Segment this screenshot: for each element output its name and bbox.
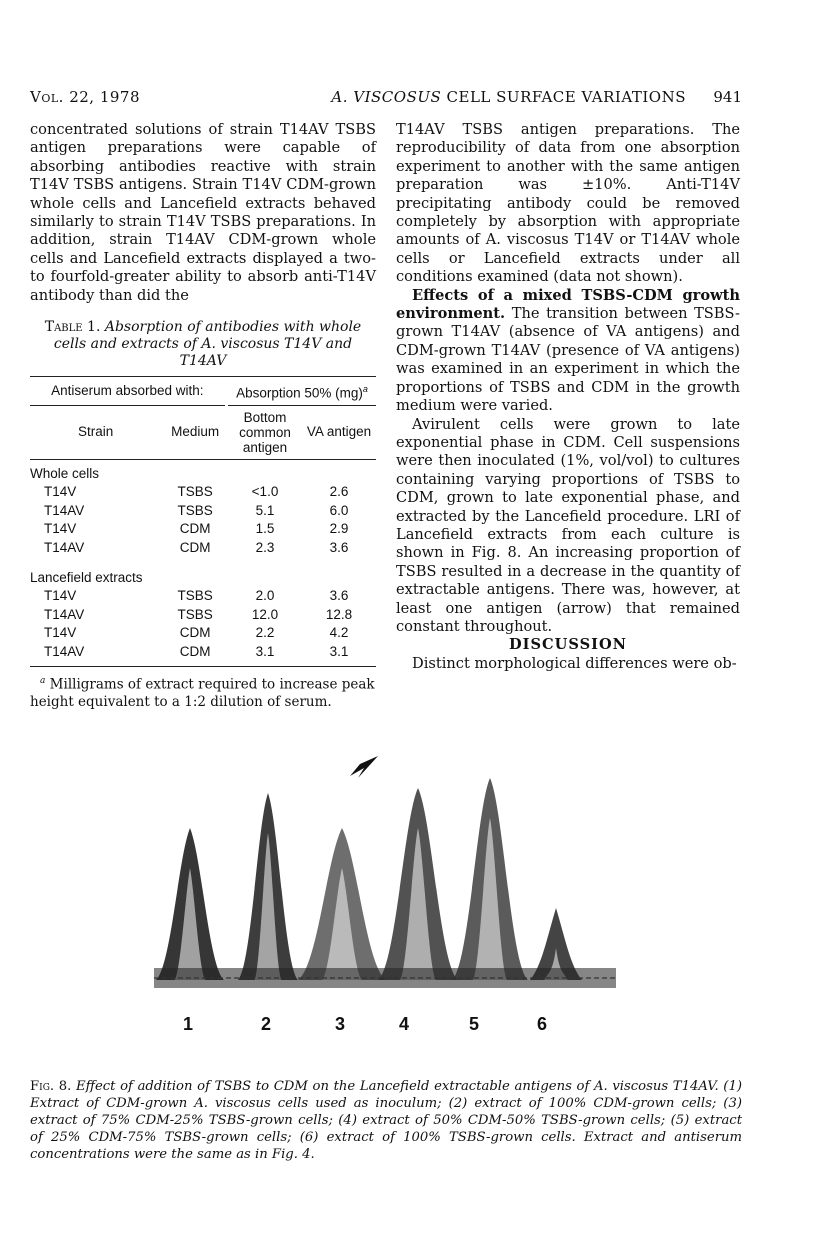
- arrow-marker: [350, 756, 378, 778]
- cell-bottom-antigen: 2.3: [255, 539, 275, 555]
- table-row: [30, 606, 376, 624]
- lane-label: 6: [536, 1014, 548, 1034]
- col-bottom-common: Bottom common antigen: [239, 409, 291, 455]
- table-label: Table 1.: [44, 319, 101, 336]
- right-column: [396, 121, 740, 673]
- figure-caption-text: Effect of addition of TSBS to CDM on the Lancefield extractable antigens of A. viscosus T14AV. (1) Extract of CDM-grown A. viscosus cells used as inoculum; (2) extract of 100% CDM-grown cells; (3) extract of 75% CDM-25% TSBS-grown cells; (4) extract of 50% CDM-50% TSBS-grown cells; (5) extract of 25% CDM-75% TSBS-grown cells; (6) extract of 100% TSBS-grown cells. Extract and antiserum concentrations were the same as in Fig. 4.: [30, 1079, 742, 1162]
- right-paragraph-2: [396, 287, 740, 416]
- cell-medium: TSBS: [177, 588, 213, 604]
- cell-va-antigen: 3.6: [329, 539, 349, 555]
- cell-strain: T14AV: [44, 643, 85, 659]
- cell-va-antigen: 2.9: [329, 521, 349, 537]
- cell-bottom-antigen: 12.0: [251, 606, 279, 622]
- running-header: [30, 88, 742, 110]
- footnote-text: Milligrams of extract required to increase peak height equivalent to a 1:2 dilution of serum.: [30, 676, 375, 710]
- absorption-table: [30, 376, 376, 667]
- cell-strain: T14V: [44, 588, 77, 604]
- cell-bottom-antigen: 1.5: [255, 521, 275, 537]
- cell-va-antigen: 2.6: [329, 484, 349, 500]
- lane-label: 1: [182, 1014, 194, 1034]
- running-title-organism: A. VISCOSUS: [331, 88, 442, 106]
- header-absorbed-with: Antiserum absorbed with:: [30, 377, 225, 406]
- table-row: [30, 520, 376, 538]
- right-paragraph-1: T14AV TSBS antigen preparations. The reproducibility of data from one absorption experiment to another with the same antigen preparation was ±10%. Anti-T14V precipitating antibody could be removed completely by absorption with appropriate amounts of A. viscosus T14V or T14AV whole cells or Lancefield extracts under all conditions examined (data not shown).: [396, 121, 740, 286]
- right-paragraph-4: Distinct morphological differences were ob-: [412, 654, 737, 672]
- figure-label: Fig. 8.: [30, 1079, 72, 1094]
- table-footnote: [30, 673, 376, 711]
- cell-values: [228, 483, 376, 501]
- left-paragraph-1: concentrated solutions of strain T14AV TSBS antigen preparations were capable of absorbing antibodies reactive with strain T14V TSBS antigens. Strain T14V CDM-grown whole cells and Lancefield extracts behaved similarly to strain T14V TSBS preparations. In addition, strain T14AV CDM-grown whole cells and Lancefield extracts displayed a two- to fourfold-greater ability to absorb anti-T14V antibody than did the: [30, 121, 376, 304]
- table-row: [30, 502, 376, 520]
- cell-values: [228, 587, 376, 605]
- running-title: [331, 88, 686, 106]
- table-group-row: [30, 557, 376, 587]
- lane-label: 5: [468, 1014, 480, 1034]
- precipitin-peaks: [154, 778, 616, 988]
- cell-values: [228, 624, 376, 642]
- cell-strain: T14AV: [44, 502, 85, 518]
- col-va-antigen: VA antigen: [306, 424, 372, 440]
- figure-caption: [30, 1078, 742, 1163]
- cell-strain: T14V: [44, 521, 77, 537]
- cell-medium: TSBS: [177, 606, 213, 622]
- footnote-marker-2: a: [40, 676, 46, 687]
- cell-values: [228, 539, 376, 557]
- cell-medium: TSBS: [177, 502, 213, 518]
- cell-va-antigen: 6.0: [329, 502, 349, 518]
- cell-medium: CDM: [179, 643, 211, 659]
- subsection-text: The transition between TSBS-grown T14AV (absence of VA antigens) and CDM-grown T14AV (presence of VA antigens) was examined in an experiment in which the proportions of TSBS and CDM in the growth medium were varied.: [396, 305, 740, 415]
- left-column: [30, 121, 376, 711]
- cell-values: [228, 606, 376, 624]
- cell-strain: T14V: [44, 625, 77, 641]
- lane-labels: [183, 1014, 547, 1034]
- cell-bottom-antigen: 2.2: [255, 625, 275, 641]
- cell-strain: T14AV: [44, 606, 85, 622]
- cell-medium: CDM: [179, 625, 211, 641]
- lane-label: 4: [398, 1014, 410, 1034]
- header-absorption: [228, 377, 376, 406]
- cell-va-antigen: 4.2: [329, 625, 349, 641]
- header-absorption-text: Absorption 50% (mg): [236, 385, 363, 401]
- cell-medium: CDM: [179, 521, 211, 537]
- table-body: [30, 459, 376, 661]
- table-group-label: Lancefield extracts: [30, 570, 143, 585]
- table-group-row: [30, 459, 376, 483]
- cell-va-antigen: 3.1: [329, 643, 349, 659]
- cell-bottom-antigen: 3.1: [255, 643, 275, 659]
- cell-values: [228, 520, 376, 538]
- table-row: [30, 643, 376, 661]
- col-bottom-va: [228, 405, 376, 459]
- cell-medium: CDM: [179, 539, 211, 555]
- col-medium: Medium: [171, 424, 220, 440]
- cell-values: [228, 502, 376, 520]
- table-row: [30, 483, 376, 501]
- col-strain: Strain: [78, 424, 114, 440]
- right-paragraph-3: Avirulent cells were grown to late exponential phase in CDM. Cell suspensions were then inoculated (1%, vol/vol) to cultures containing varying proportions of TSBS to CDM, grown to late exponential phase, and extracted by the Lancefield procedure. LRI of Lancefield extracts from each culture is shown in Fig. 8. An increasing proportion of TSBS resulted in a decrease in the quantity of extractable antigens. There was, however, at least one antigen (arrow) that remained constant throughout.: [396, 415, 740, 635]
- table-row: [30, 587, 376, 605]
- running-title-rest: CELL SURFACE VARIATIONS: [441, 88, 686, 106]
- cell-bottom-antigen: 5.1: [255, 502, 275, 518]
- volume-label: Vol. 22, 1978: [30, 88, 140, 106]
- cell-values: [228, 643, 376, 661]
- cell-bottom-antigen: 2.0: [255, 588, 275, 604]
- page-number: 941: [713, 88, 742, 106]
- immunoelectrophoresis-figure: [150, 746, 620, 1046]
- lane-label: 2: [260, 1014, 272, 1034]
- cell-va-antigen: 12.8: [325, 606, 353, 622]
- lane-label: 3: [334, 1014, 346, 1034]
- table-caption-text: Absorption of antibodies with whole cells and extracts of A. viscosus T14V and T14AV: [53, 319, 362, 370]
- cell-strain: T14V: [44, 484, 77, 500]
- cell-bottom-antigen: <1.0: [251, 484, 279, 500]
- subsection-heading: Effects of a mixed TSBS-CDM growth environment.: [396, 286, 740, 323]
- discussion-heading: DISCUSSION: [509, 636, 627, 654]
- table-row: [30, 624, 376, 642]
- table-row: [30, 539, 376, 557]
- table-group-label: Whole cells: [30, 465, 100, 481]
- cell-medium: TSBS: [177, 484, 213, 500]
- cell-va-antigen: 3.6: [329, 588, 349, 604]
- table-caption: [30, 319, 376, 370]
- cell-strain: T14AV: [44, 539, 85, 555]
- footnote-marker: a: [362, 384, 368, 395]
